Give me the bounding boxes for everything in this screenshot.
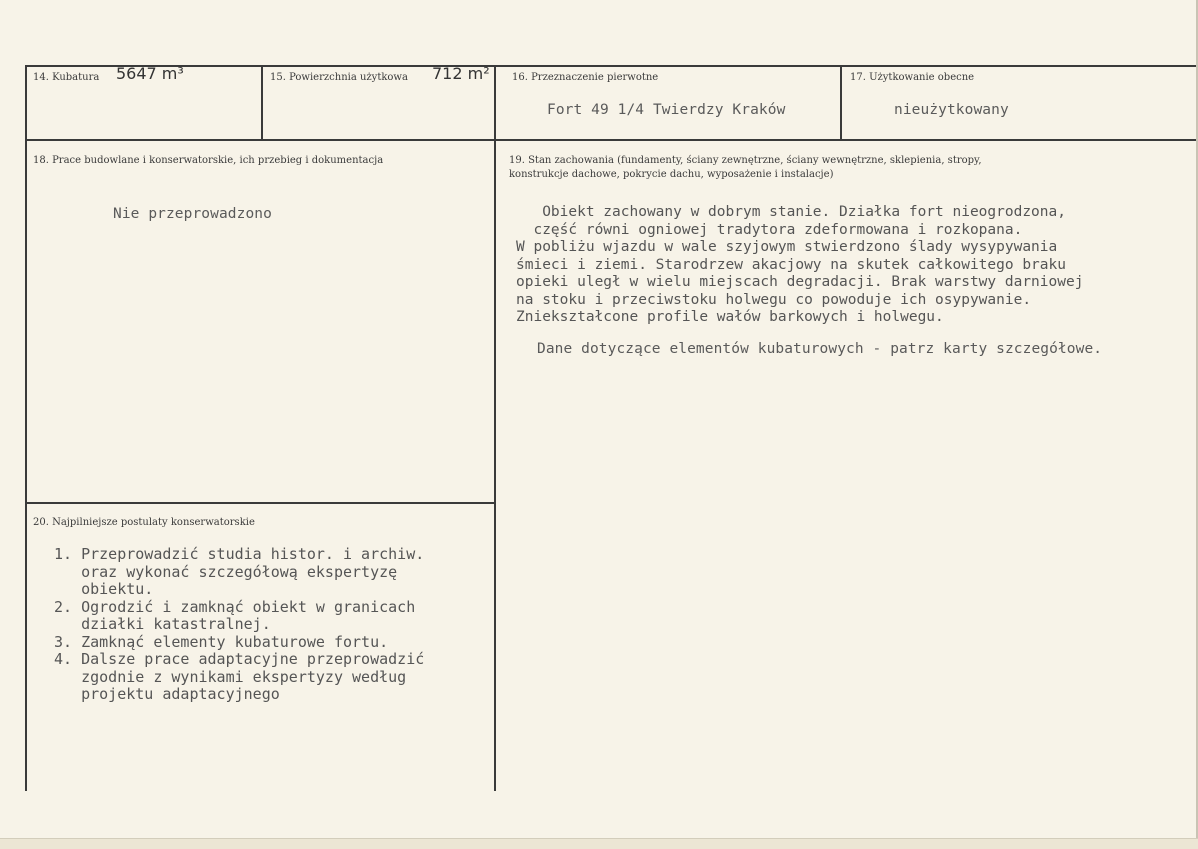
- field-18-value: Nie przeprowadzono: [113, 206, 272, 222]
- divider-16-17: [840, 65, 842, 140]
- field-18-label: 18. Prace budowlane i konserwatorskie, ich przebieg i dokumentacja: [33, 155, 384, 166]
- field-15-value: 712 m²: [432, 64, 490, 83]
- field-19-note: Dane dotyczące elementów kubaturowych - patrz karty szczegółowe.: [537, 341, 1103, 357]
- card-edge-bottom: [0, 838, 1198, 849]
- field-16-value: Fort 49 1/4 Twierdzy Kraków: [547, 102, 786, 118]
- field-20-text: 1. Przeprowadzić studia histor. i archiw. oraz wykonać szczegółową ekspertyzę obiektu. 2. Ogrodzić i zamknąć obiekt w granicach działki katastralnej. 3. Zamknąć elementy kubaturowe fortu. 4. Dalsze prace adaptacyjne przeprowadzić zgodnie z wynikami ekspertyzy według projektu adaptacyjnego: [54, 545, 425, 703]
- field-17-label: 17. Użytkowanie obecne: [850, 72, 975, 83]
- row1-bottom-border: [25, 139, 1198, 141]
- field-15-label: 15. Powierzchnia użytkowa: [270, 72, 408, 83]
- field-20-label: 20. Najpilniejsze postulaty konserwatorskie: [33, 517, 255, 528]
- field-17-value: nieużytkowany: [894, 102, 1009, 118]
- field-14-value: 5647 m³: [116, 64, 184, 83]
- divider-18-20: [25, 502, 495, 504]
- divider-15-16: [494, 65, 496, 791]
- left-border: [25, 65, 27, 791]
- field-19-label-line1: 19. Stan zachowania (fundamenty, ściany zewnętrzne, ściany wewnętrzne, sklepienia, stropy,: [509, 155, 982, 166]
- field-19-text: Obiekt zachowany w dobrym stanie. Działka fort nieogrodzona, część równi ogniowej tradytora zdeformowana i rozkopana. W pobliżu wjazdu w wale szyjowym stwierdzono ślady wysypywania śmieci i ziemi. Starodrzew akacjowy na skutek całkowitego braku opieki uległ w wielu miejscach degradacji. Brak warstwy darniowej na stoku i przeciwstoku holwegu co powoduje ich osypywanie. Zniekształcone profile wałów barkowych i holwegu.: [516, 204, 1084, 325]
- field-19-label-line2: konstrukcje dachowe, pokrycie dachu, wyposażenie i instalacje): [509, 169, 834, 180]
- field-16-label: 16. Przeznaczenie pierwotne: [512, 72, 659, 83]
- top-border: [25, 65, 1198, 67]
- divider-14-15: [261, 65, 263, 140]
- field-14-label: 14. Kubatura: [33, 72, 100, 83]
